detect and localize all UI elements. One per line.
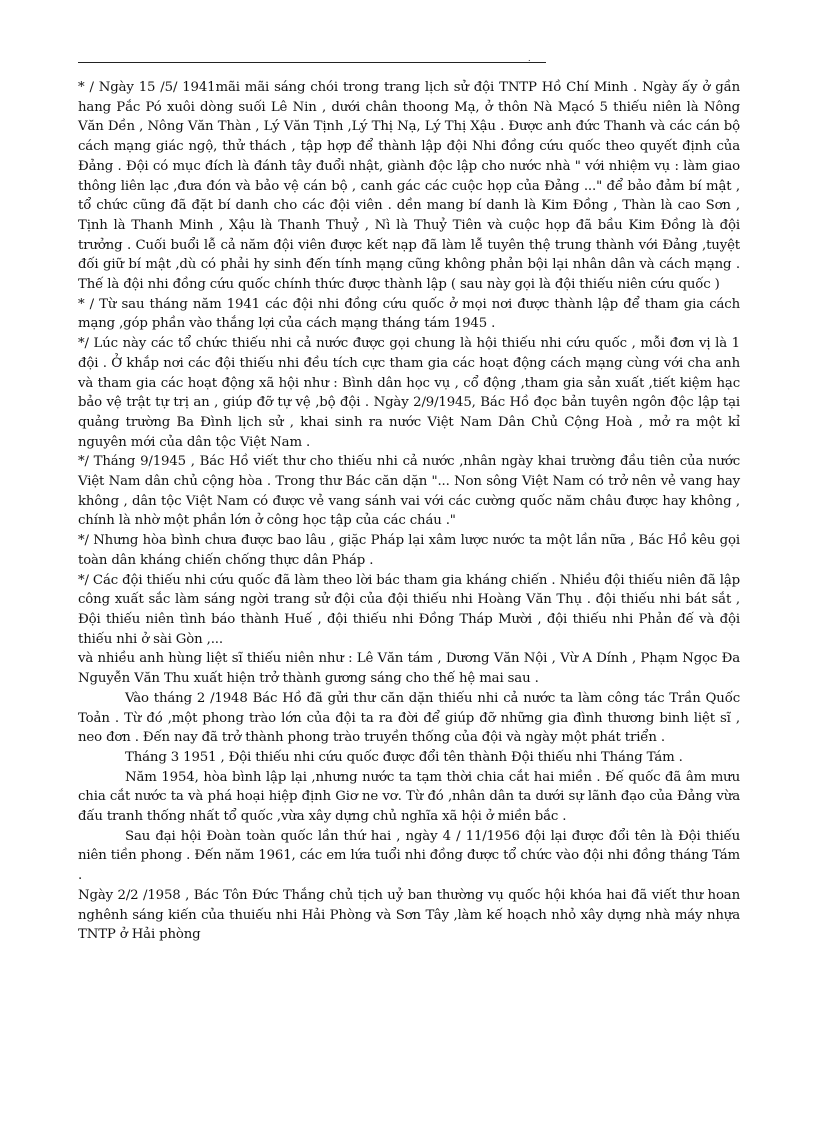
paragraph-1954-peace: Năm 1954, hòa bình lập lại ,nhưng nước ta tạm thời chia cắt hai miền . Đế quốc đã âm mưu chia cắt nước ta và phá hoại hiệp định Giơ ne vơ. Từ đó ,nhân dân ta dưới sự lãnh đạo của Đảng vừa đấu tranh thống nhất tổ quốc ,vừa xây dựng chủ nghĩa xã hội ở miền bắc .	[78, 769, 740, 825]
paragraph-heroes: và nhiều anh hùng liệt sĩ thiếu niên như : Lê Văn tám , Dương Văn Nội , Vừ A Dính , Phạm Ngọc Đa Nguyễn Văn Thu xuất hiện trở thành gương sáng cho thế hệ mai sau .	[78, 651, 740, 687]
paragraph-1958-letter: Ngày 2/2 /1958 , Bác Tôn Đức Thắng chủ tịch uỷ ban thường vụ quốc hội khóa hai đã viết thư hoan nghênh sáng kiến của thuiếu nhi Hải Phòng và Sơn Tây ,làm kế hoạch nhỏ xây dựng nhà máy nhựa TNTP ở Hải phòng	[78, 887, 740, 943]
paragraph-french-invasion: */ Nhưng hòa bình chưa được bao lâu , giặc Pháp lại xâm lược nước ta một lần nữa , Bác Hồ kêu gọi toàn dân kháng chiến chống thực dân Pháp .	[78, 533, 740, 568]
paragraph-letter-1945: */ Tháng 9/1945 , Bác Hồ viết thư cho thiếu nhi cả nước ,nhân ngày khai trường đầu tiên của nước Việt Nam dân chủ cộng hòa . Trong thư Bác căn dặn "... Non sông Việt Nam có trở nên vẻ vang hay không , dân tộc Việt Nam có được vẻ vang sánh vai với các cường quốc năm châu được hay không , chính là nhờ một phần lớn ở công học tập của các cháu ."	[78, 454, 740, 529]
paragraph-resistance: */ Các đội thiếu nhi cứu quốc đã làm theo lời bác tham gia kháng chiến . Nhiều đội thiếu niên đã lập công xuất sắc làm sáng ngời trang sử đội của đội thiếu nhi Hoàng Văn Thụ . đội thiếu nhi bát sắt , Đội thiếu niên tình báo thành Huế , đội thiếu nhi Đồng Tháp Mười , đội thiếu nhi Phản đế và đội thiếu nhi ở sài Gòn ,...	[78, 572, 740, 647]
paragraph-founding: * / Ngày 15 /5/ 1941mãi mãi sáng chói trong trang lịch sử đội TNTP Hồ Chí Minh . Ngày ấy ở gần hang Pắc Pó xuôi dòng suối Lê Nin , dưới chân thoong Mạ, ở thôn Nà Mạcó 5 thiếu niên là Nông Văn Dền , Nông Văn Thàn , Lý Văn Tịnh ,Lý Thị Nạ, Lý Thị Xậu . Được anh đức Thanh và các cán bộ cách mạng giác ngộ, thử thách , tập hợp để thành lập đội Nhi đồng cứu quốc theo quyết định của Đảng . Đội có mục đích là đánh tây đuổi nhật, giành độc lập cho nước nhà " với nhiệm vụ : làm giao thông liên lạc ,đưa đón và bảo vệ cán bộ , canh gác các cuộc họp của Đảng ..." để bảo đảm bí mật , tổ chức cũng đã đặt bí danh cho các đội viên . dền mang bí danh là Kim Đồng , Thàn là cao Sơn , Tịnh là Thanh Minh , Xậu là Thanh Thuỷ , Nì là Thuỷ Tiên và cuộc họp đã bầu Kim Đồng là đội trưởng . Cuối buổi lễ cả năm đội viên được kết nạp đã làm lễ tuyên thệ trung thành với Đảng ,tuyệt đối giữ bí mật ,dù có phải hy sinh đến tính mạng cũng không phản bội lại nhân dân và cách mạng . Thế là đội nhi đồng cứu quốc chính thức được thành lập ( sau này gọi là đội thiếu niên cứu quốc )	[78, 80, 740, 293]
header-dot: .	[528, 54, 531, 63]
paragraph-1956-rename: Sau đại hội Đoàn toàn quốc lần thứ hai , ngày 4 / 11/1956 đội lại được đổi tên là Đội thiếu niên tiền phong . Đến năm 1961, các em lứa tuổi nhi đồng được tổ chức vào đội nhi đồng tháng Tám .	[78, 828, 740, 884]
paragraph-1951-rename: Tháng 3 1951 , Đội thiếu nhi cứu quốc được đổi tên thành Đội thiếu nhi Tháng Tám .	[125, 749, 683, 765]
paragraph-tran-quoc-toan: Vào tháng 2 /1948 Bác Hồ đã gửi thư căn dặn thiếu nhi cả nước ta làm công tác Trần Quốc Toản . Từ đó ,một phong trào lớn của đội ta ra đời để giúp đỡ những gia đình thương binh liệt sĩ , neo đơn . Đến nay đã trở thành phong trào truyền thống của đội và ngày một phát triển .	[78, 690, 740, 746]
document-body	[78, 78, 740, 945]
header-rule	[78, 62, 546, 63]
paragraph-1941-expansion: * / Từ sau tháng năm 1941 các đội nhi đồng cứu quốc ở mọi nơi được thành lập để tham gia cách mạng ,góp phần vào thắng lợi của cách mạng tháng tám 1945 .	[78, 296, 740, 332]
paragraph-national-salvation: */ Lúc này các tổ chức thiếu nhi cả nước được gọi chung là hội thiếu nhi cứu quốc , mỗi đơn vị là 1 đội . Ở khắp nơi các đội thiếu nhi đều tích cực tham gia các hoạt động cách mạng cùng với cha anh và tham gia các hoạt động xã hội như : Bình dân học vụ , cổ động ,tham gia sản xuất ,tiết kiệm hạc bảo vệ trật tự trị an , giúp đỡ tự vệ ,bộ đội . Ngày 2/9/1945, Bác Hồ đọc bản tuyên ngôn độc lập tại quảng trường Ba Đình lịch sử , khai sinh ra nước Việt Nam Dân Chủ Cộng Hoà , mở ra một kỉ nguyên mới của dân tộc Việt Nam .	[78, 336, 740, 450]
